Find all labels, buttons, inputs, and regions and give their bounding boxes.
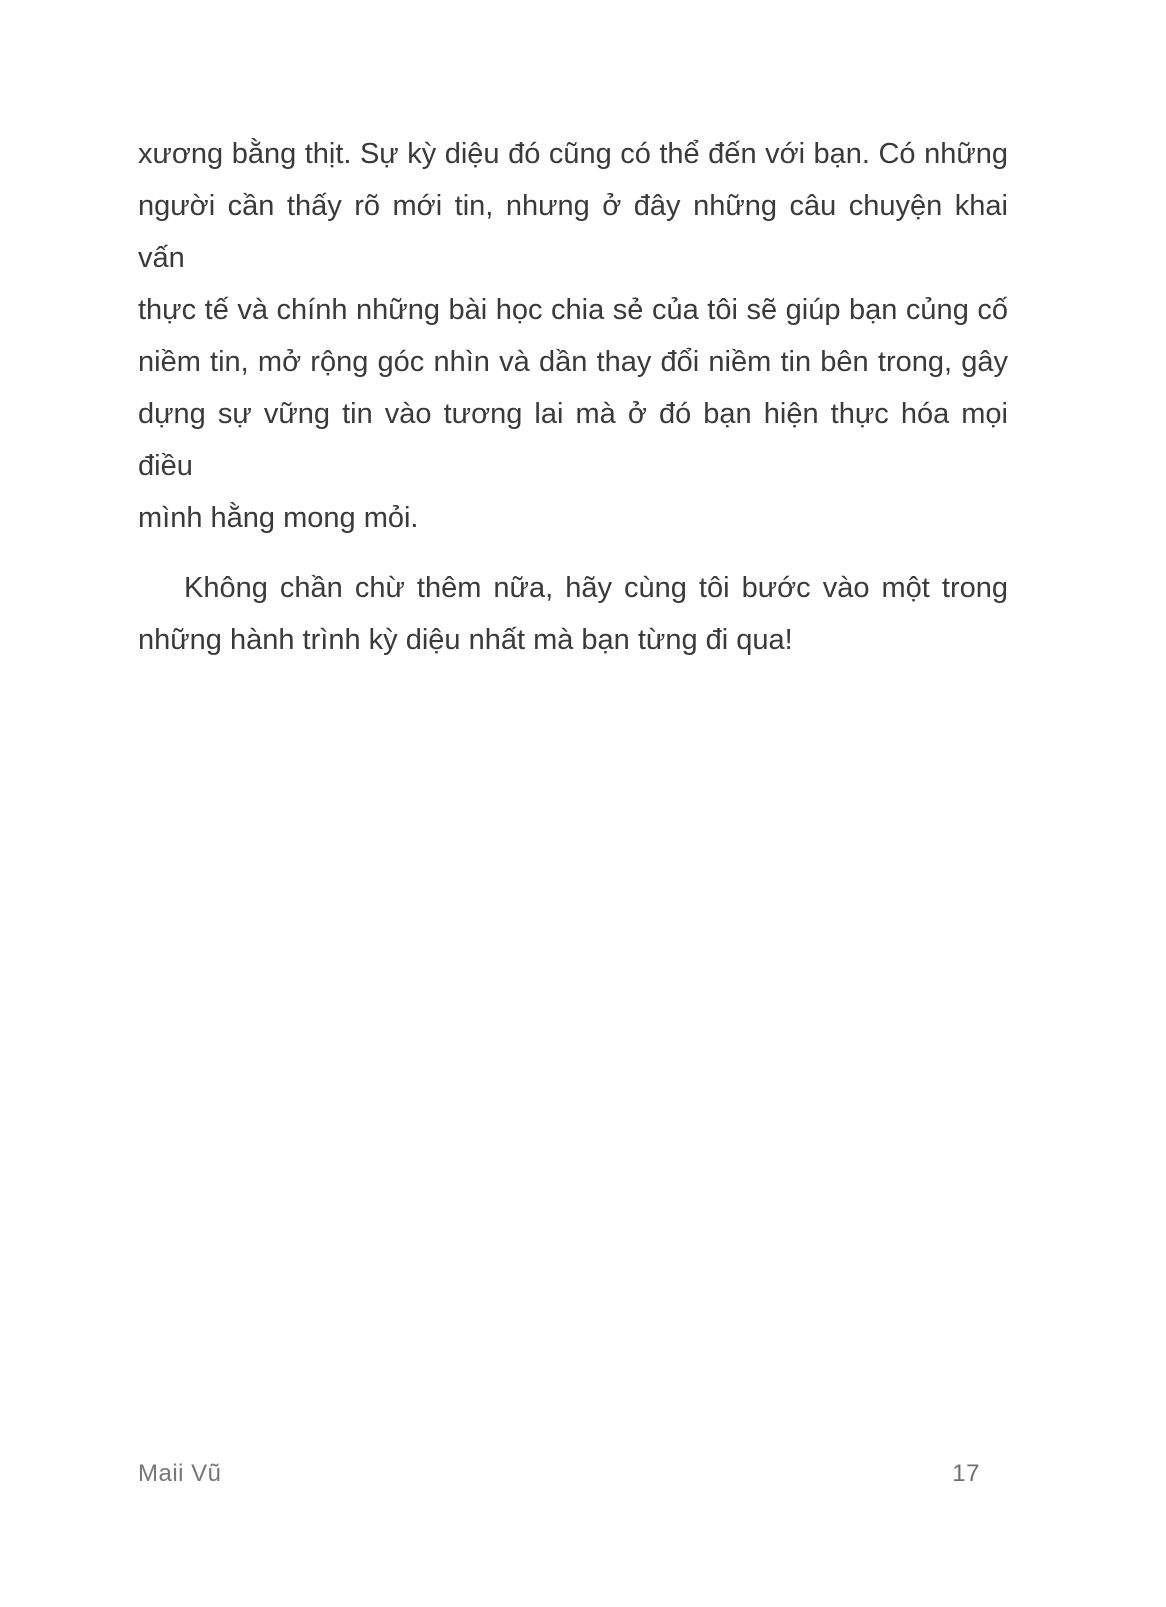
paragraph-1 bbox=[138, 128, 1008, 544]
text-line: niềm tin, mở rộng góc nhìn và dần thay đổi niềm tin bên trong, gây bbox=[138, 346, 1008, 378]
text-line: xương bằng thịt. Sự kỳ diệu đó cũng có thể đến với bạn. Có những bbox=[138, 138, 1008, 170]
text-line: những hành trình kỳ diệu nhất mà bạn từng đi qua! bbox=[138, 624, 793, 656]
text-line: dựng sự vững tin vào tương lai mà ở đó bạn hiện thực hóa mọi điều bbox=[138, 398, 1008, 482]
text-line: mình hằng mong mỏi. bbox=[138, 502, 419, 534]
text-line: thực tế và chính những bài học chia sẻ của tôi sẽ giúp bạn củng cố bbox=[138, 294, 1008, 326]
paragraph-2 bbox=[138, 562, 1008, 666]
page-footer bbox=[138, 1460, 980, 1488]
text-line: người cần thấy rõ mới tin, nhưng ở đây những câu chuyện khai vấn bbox=[138, 190, 1008, 274]
text-line: Không chần chừ thêm nữa, hãy cùng tôi bước vào một trong bbox=[184, 572, 1008, 604]
page-content bbox=[138, 128, 1008, 666]
footer-author-name: Maii Vũ bbox=[138, 1460, 222, 1487]
footer-page-number: 17 bbox=[952, 1460, 980, 1487]
